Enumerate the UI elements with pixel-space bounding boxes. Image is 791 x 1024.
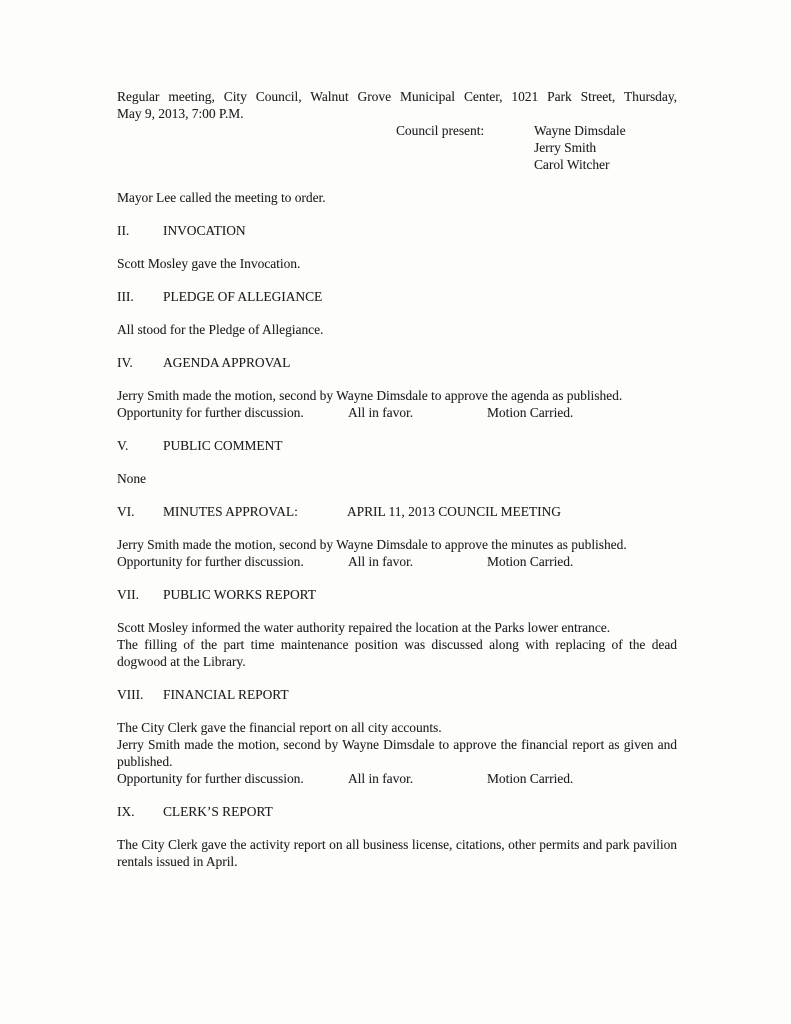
- section-title: PUBLIC COMMENT: [163, 438, 283, 453]
- council-member-row: [117, 156, 677, 173]
- motion-discussion: Opportunity for further discussion.: [117, 771, 304, 786]
- section-numeral: VI.: [117, 504, 135, 519]
- section-body: [117, 836, 677, 870]
- body-paragraph: Jerry Smith made the motion, second by Wayne Dimsdale to approve the financial report as given and published.: [117, 737, 677, 769]
- council-present-label: Council present:: [396, 123, 485, 138]
- section-heading-financial-report: [117, 686, 677, 703]
- section-numeral: II.: [117, 223, 130, 238]
- section-title: PLEDGE OF ALLEGIANCE: [163, 289, 323, 304]
- section-heading-clerks-report: [117, 803, 677, 820]
- body-paragraph: The City Clerk gave the activity report on all business license, citations, other permits and park pavilion rentals issued in April.: [117, 837, 677, 869]
- council-member: Carol Witcher: [534, 157, 610, 172]
- motion-favor: All in favor.: [348, 771, 414, 786]
- meeting-intro-line1: Regular meeting, City Council, Walnut Grove Municipal Center, 1021 Park Street, Thursday,: [117, 89, 677, 104]
- section-title: FINANCIAL REPORT: [163, 687, 289, 702]
- section-title: INVOCATION: [163, 223, 246, 238]
- motion-carried: Motion Carried.: [487, 554, 574, 569]
- body-paragraph: The City Clerk gave the financial report on all city accounts.: [117, 720, 442, 735]
- motion-result-row: [117, 770, 677, 787]
- section-heading-pledge: [117, 288, 677, 305]
- motion-result-row: [117, 553, 677, 570]
- body-paragraph: Jerry Smith made the motion, second by Wayne Dimsdale to approve the agenda as published.: [117, 388, 623, 403]
- council-member: Jerry Smith: [534, 140, 597, 155]
- council-member: Wayne Dimsdale: [534, 123, 626, 138]
- section-heading-minutes-approval: [117, 503, 677, 520]
- body-paragraph: Scott Mosley informed the water authority repaired the location at the Parks lower entrance.: [117, 620, 611, 635]
- section-body: [117, 387, 677, 421]
- motion-discussion: Opportunity for further discussion.: [117, 554, 304, 569]
- section-title: CLERK’S REPORT: [163, 804, 273, 819]
- council-member-row: [117, 139, 677, 156]
- body-paragraph: Scott Mosley gave the Invocation.: [117, 256, 301, 271]
- motion-result-row: [117, 404, 677, 421]
- motion-carried: Motion Carried.: [487, 405, 574, 420]
- section-body: [117, 536, 677, 570]
- section-numeral: VII.: [117, 587, 139, 602]
- section-heading-public-comment: [117, 437, 677, 454]
- section-heading-agenda-approval: [117, 354, 677, 371]
- motion-favor: All in favor.: [348, 554, 414, 569]
- council-present-row: [117, 122, 677, 139]
- section-title: AGENDA APPROVAL: [163, 355, 291, 370]
- section-body: [117, 619, 677, 670]
- body-paragraph: All stood for the Pledge of Allegiance.: [117, 322, 324, 337]
- motion-carried: Motion Carried.: [487, 771, 574, 786]
- section-numeral: VIII.: [117, 687, 144, 702]
- body-paragraph: Jerry Smith made the motion, second by Wayne Dimsdale to approve the minutes as published.: [117, 537, 627, 552]
- meeting-intro-line2: May 9, 2013, 7:00 P.M.: [117, 106, 244, 121]
- body-paragraph: The filling of the part time maintenance position was discussed along with replacing of the dead dogwood at the Library.: [117, 637, 677, 669]
- section-body: [117, 719, 677, 787]
- section-body: [117, 255, 677, 272]
- section-numeral: IX.: [117, 804, 135, 819]
- section-heading-invocation: [117, 222, 677, 239]
- section-body: [117, 321, 677, 338]
- section-numeral: III.: [117, 289, 134, 304]
- section-title: MINUTES APPROVAL:: [163, 504, 298, 519]
- call-to-order: Mayor Lee called the meeting to order.: [117, 190, 326, 205]
- section-numeral: IV.: [117, 355, 133, 370]
- motion-favor: All in favor.: [348, 405, 414, 420]
- section-title: PUBLIC WORKS REPORT: [163, 587, 316, 602]
- section-heading-public-works: [117, 586, 677, 603]
- section-numeral: V.: [117, 438, 129, 453]
- motion-discussion: Opportunity for further discussion.: [117, 405, 304, 420]
- section-body: [117, 470, 677, 487]
- section-subtitle: APRIL 11, 2013 COUNCIL MEETING: [347, 504, 561, 519]
- body-paragraph: None: [117, 471, 147, 486]
